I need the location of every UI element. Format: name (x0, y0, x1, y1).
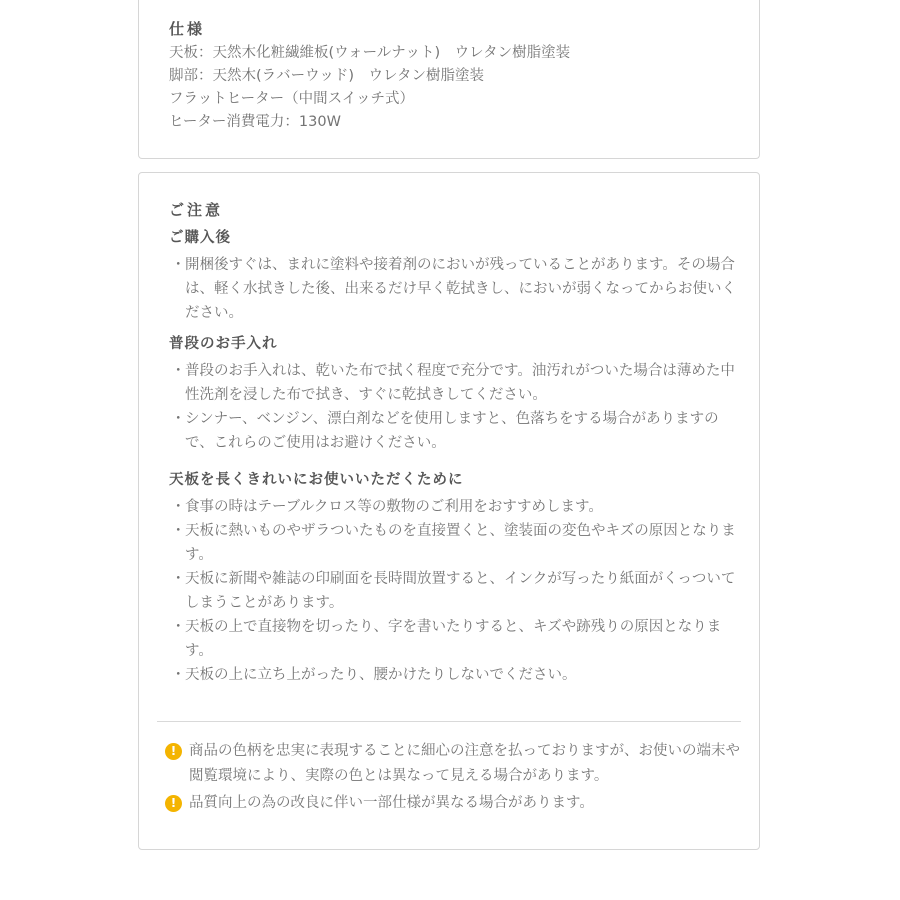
caution-panel (138, 172, 760, 850)
list-item-text: 天板に新聞や雑誌の印刷面を長時間放置すると、インクが写ったり紙面がくっついてしまうことがあります。 (185, 571, 736, 611)
list-item-text: 普段のお手入れは、乾いた布で拭く程度で充分です。油汚れがついた場合は薄めた中性洗剤を浸した布で拭き、すぐに乾拭きしてください。 (185, 363, 735, 403)
daily-care-list (169, 359, 759, 455)
bullet: ・ (171, 619, 186, 635)
divider (157, 721, 741, 722)
spec-line-heater-type: フラットヒーター（中間スイッチ式） (169, 91, 415, 107)
spec-panel (138, 0, 760, 159)
bullet: ・ (171, 523, 186, 539)
bullet: ・ (171, 411, 186, 427)
list-item-text: 天板の上に立ち上がったり、腰かけたりしないでください。 (185, 667, 577, 683)
notice-text: 商品の色柄を忠実に表現することに細心の注意を払っておりますが、お使いの端末や閲覧環境により、実際の色とは異なって見える場合があります。 (189, 743, 740, 784)
list-item-text: 開梱後すぐは、まれに塗料や接着剤のにおいが残っていることがあります。その場合は、軽く水拭きした後、出来るだけ早く乾拭きし、においが弱くなってからお使いください。 (185, 257, 736, 321)
exclamation-circle-icon: ! (165, 743, 182, 760)
spec-title: 仕様 (169, 20, 206, 38)
notice-color-accuracy (165, 739, 745, 789)
list-item (169, 359, 745, 407)
bullet: ・ (171, 571, 186, 587)
list-item (169, 615, 745, 663)
section-heading-daily-care: 普段のお手入れ (169, 336, 278, 352)
tabletop-care-list (169, 495, 759, 687)
list-item (169, 495, 745, 519)
exclamation-circle-icon: ! (165, 795, 182, 812)
list-item-text: 天板の上で直接物を切ったり、字を書いたりすると、キズや跡残りの原因となります。 (185, 619, 722, 659)
caution-title: ご注意 (169, 201, 224, 219)
list-item (169, 407, 745, 455)
after-purchase-list (169, 253, 759, 325)
section-heading-after-purchase: ご購入後 (169, 230, 231, 246)
list-item (169, 663, 745, 687)
bullet: ・ (171, 363, 186, 379)
notice-spec-change (165, 791, 745, 816)
section-heading-tabletop-care: 天板を長くきれいにお使いいただくために (169, 472, 464, 488)
list-item (169, 253, 745, 325)
notice-text: 品質向上の為の改良に伴い一部仕様が異なる場合があります。 (189, 795, 594, 811)
list-item-text: シンナー、ベンジン、漂白剤などを使用しますと、色落ちをする場合がありますので、これらのご使用はお避けください。 (185, 411, 719, 451)
bullet: ・ (171, 499, 186, 515)
bullet: ・ (171, 257, 186, 273)
list-item-text: 天板に熱いものやザラついたものを直接置くと、塗装面の変色やキズの原因となります。 (185, 523, 736, 563)
list-item-text: 食事の時はテーブルクロス等の敷物のご利用をおすすめします。 (185, 499, 603, 515)
spec-line-legs: 脚部：天然木(ラバーウッド) ウレタン樹脂塗装 (169, 68, 484, 84)
spec-line-top-board: 天板：天然木化粧繊維板(ウォールナット) ウレタン樹脂塗装 (169, 45, 571, 61)
list-item (169, 519, 745, 567)
spec-line-heater-power: ヒーター消費電力：130W (169, 114, 341, 130)
bullet: ・ (171, 667, 186, 683)
list-item (169, 567, 745, 615)
